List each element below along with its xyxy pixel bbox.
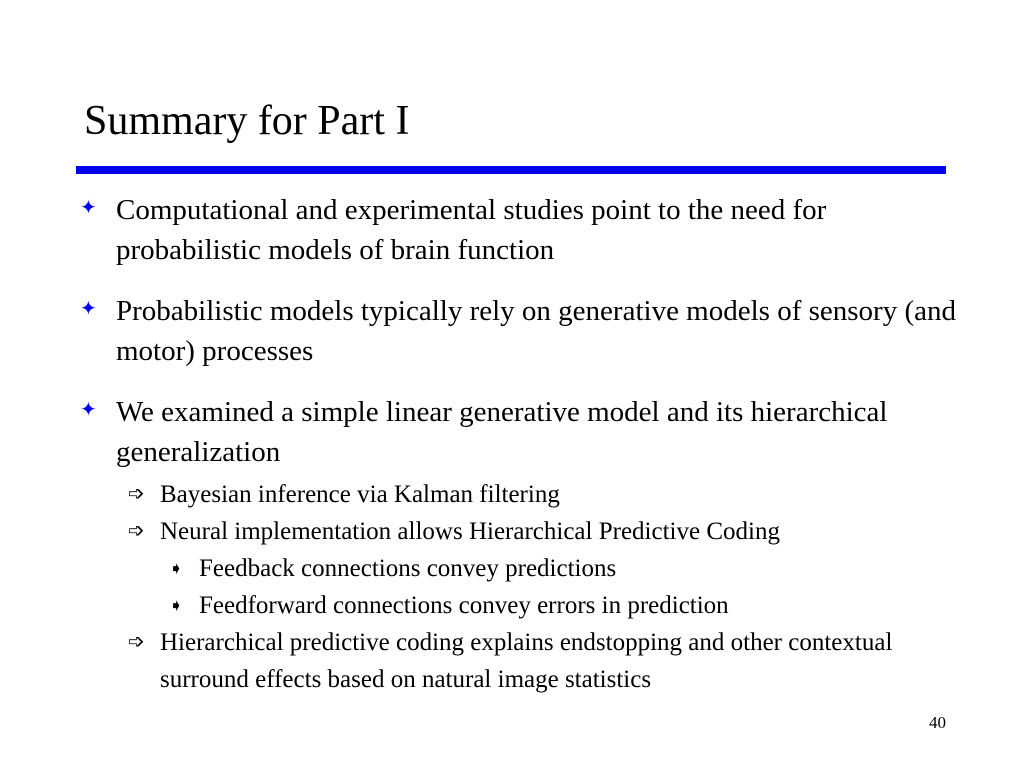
bullet-item-3 [0,392,956,472]
sub-bullet-text: Hierarchical predictive coding explains endstopping and other contextual surround effects based on natural image statistics [160,629,893,693]
bullet-item-2 [0,291,956,371]
slide-content [0,190,1024,698]
bullet-item-1 [0,190,956,270]
sub-bullet-item-3 [0,624,960,698]
arrow-right-icon: ➩ [128,483,145,505]
sub-bullet-text: Neural implementation allows Hierarchical Predictive Coding [160,518,780,545]
four-pointed-star-icon: ✦ [80,298,97,320]
arrowhead-icon: ➧ [169,559,184,578]
four-pointed-star-icon: ✦ [80,197,97,219]
arrow-right-icon: ➩ [128,520,145,542]
bullet-text: Probabilistic models typically rely on generative models of sensory (and motor) processes [116,295,956,367]
sub-sub-bullet-item-2 [0,587,979,624]
bullet-text: We examined a simple linear generative model and its hierarchical generalization [116,396,888,468]
bullet-text: Computational and experimental studies point to the need for probabilistic models of brain function [116,194,827,266]
page-number: 40 [929,713,946,732]
sub-sub-bullet-text: Feedforward connections convey errors in prediction [199,592,729,619]
arrow-right-icon: ➩ [128,631,145,653]
arrowhead-icon: ➧ [169,596,184,615]
sub-bullet-item-2 [0,513,960,550]
title-underline [76,166,946,174]
slide-title: Summary for Part I [84,98,410,144]
sub-sub-bullet-item-1 [0,550,979,587]
sub-bullet-text: Bayesian inference via Kalman filtering [160,481,560,508]
sub-sub-bullet-text: Feedback connections convey predictions [199,555,617,582]
four-pointed-star-icon: ✦ [80,399,97,421]
sub-bullet-item-1 [0,476,960,513]
